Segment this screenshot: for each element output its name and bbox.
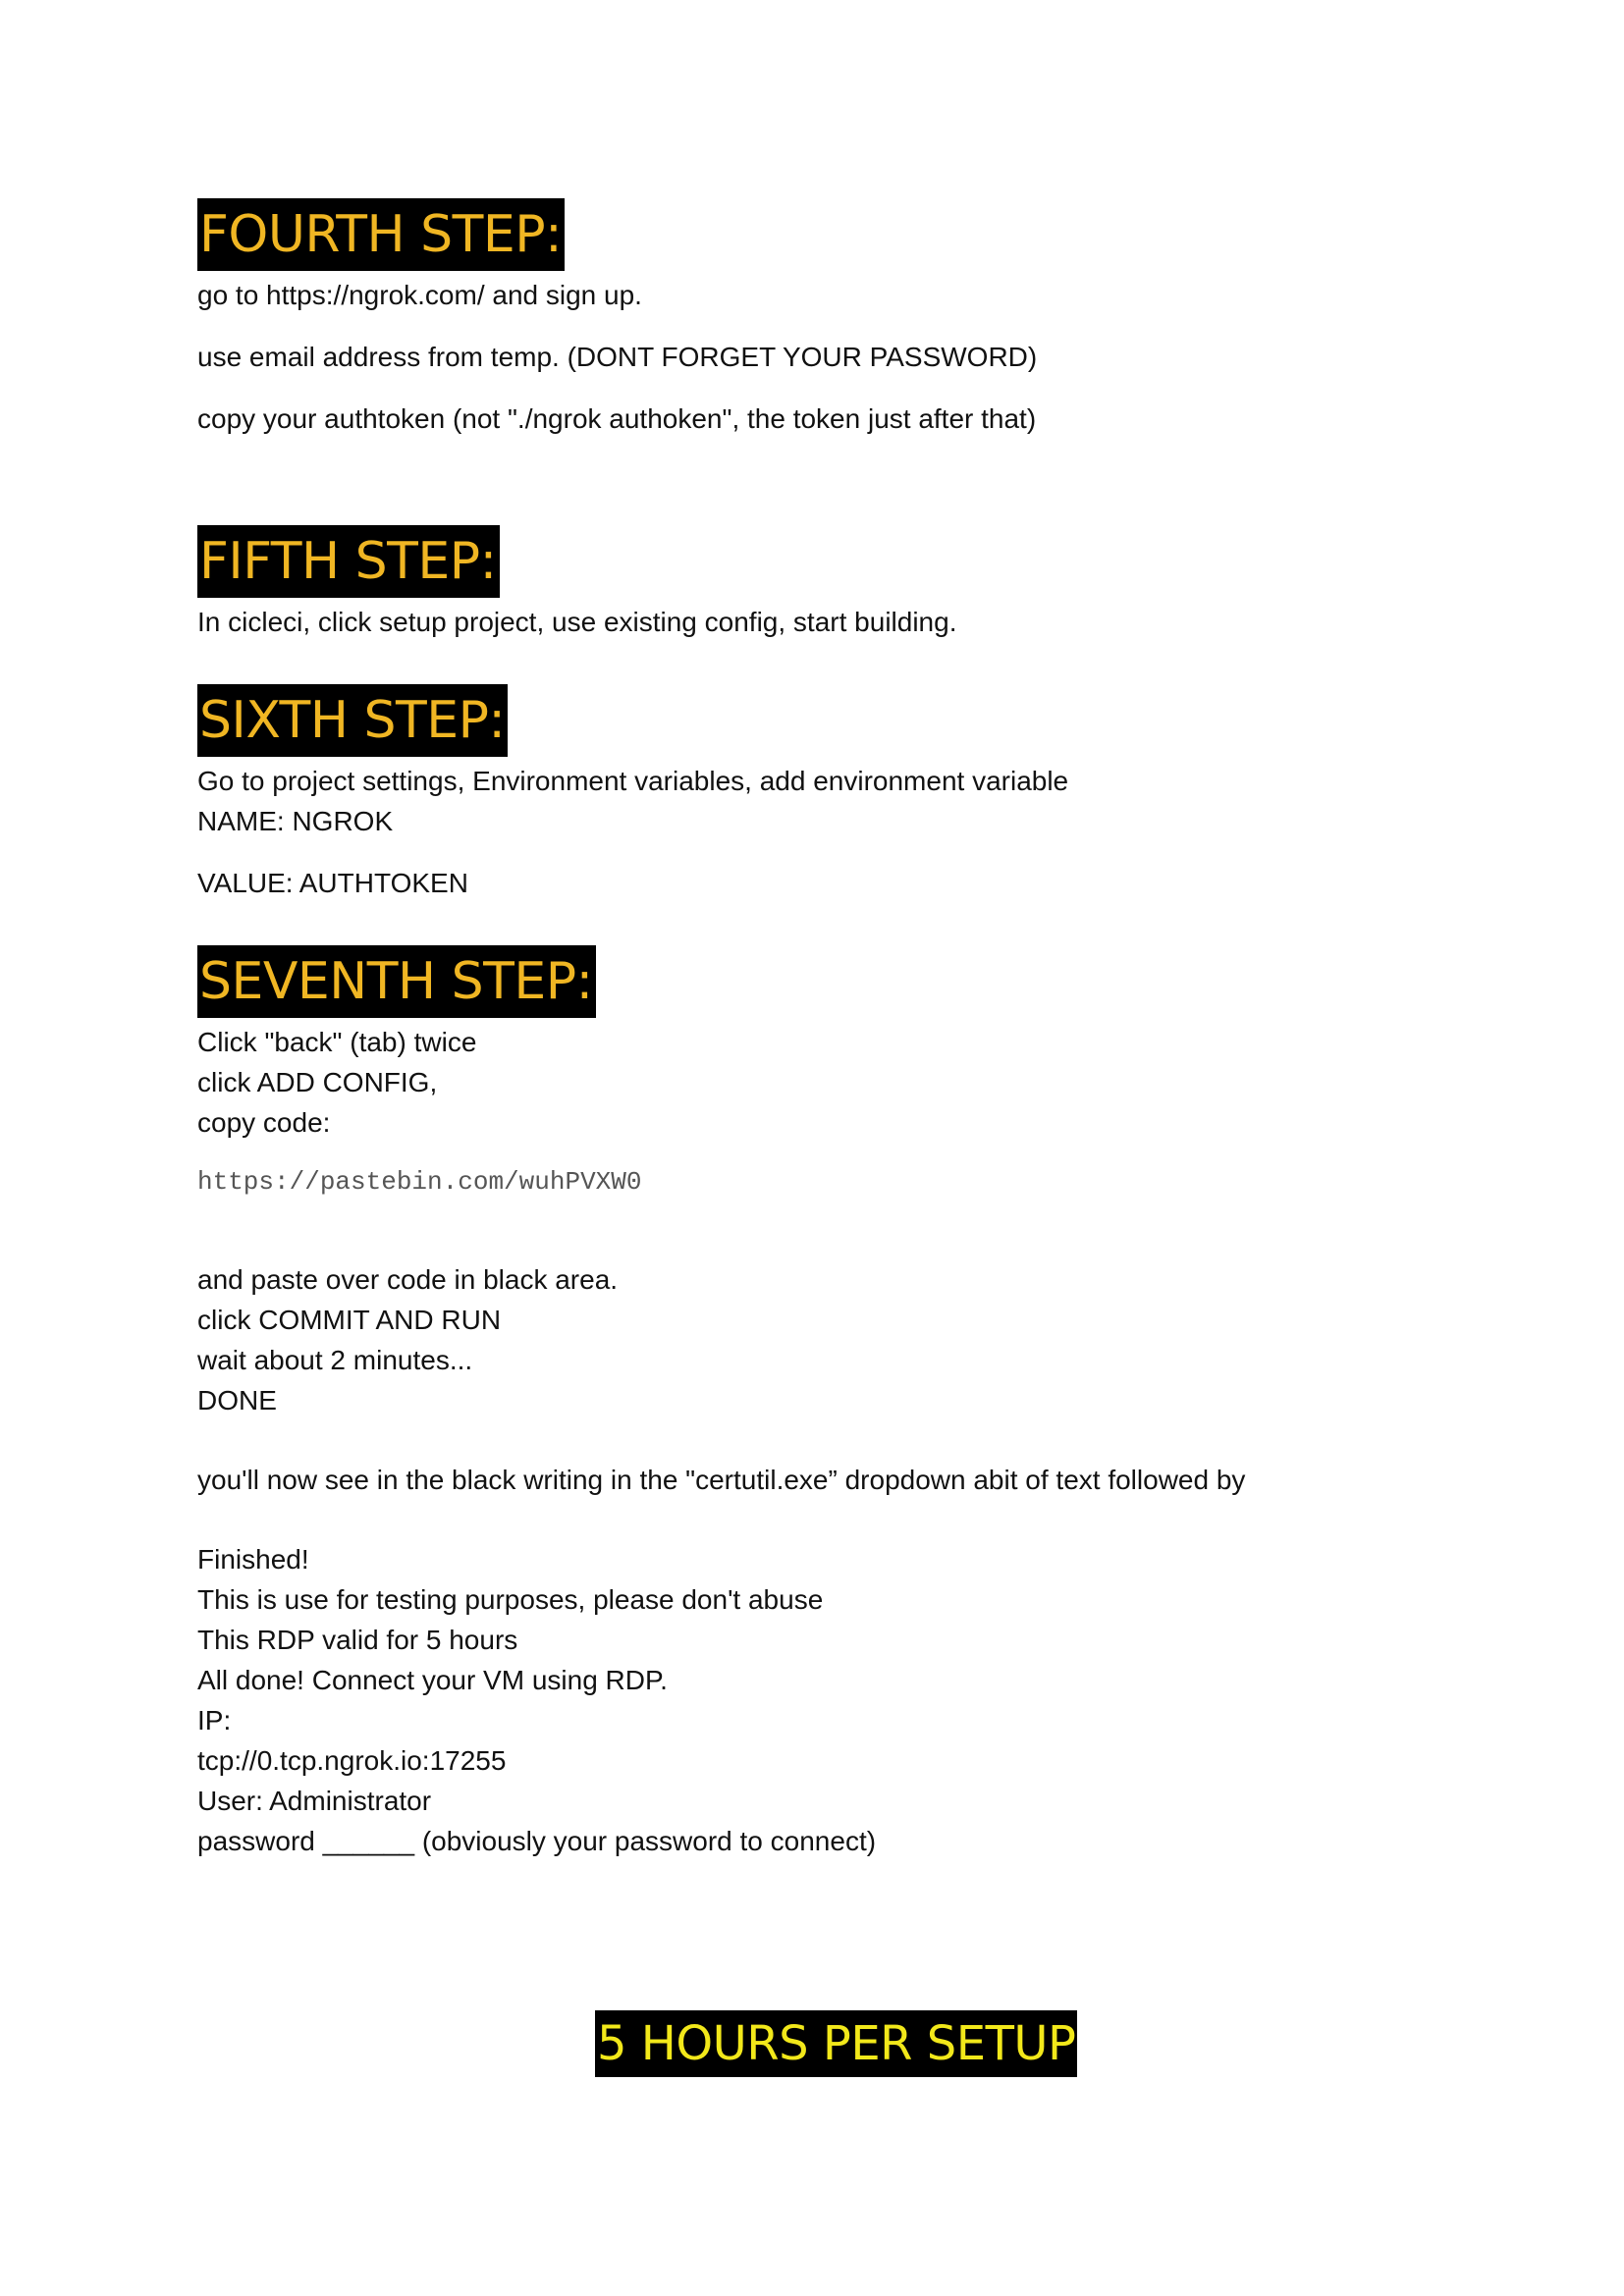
fourth-step-line-2: use email address from temp. (DONT FORGET YOUR PASSWORD) [197,342,1038,372]
sixth-step-line-3: VALUE: AUTHTOKEN [197,868,468,898]
result-line-3: This RDP valid for 5 hours [197,1625,518,1655]
sixth-step-heading: SIXTH STEP: [197,684,508,757]
fifth-step-line-1: In cicleci, click setup project, use existing config, start building. [197,607,957,637]
result-line-4: All done! Connect your VM using RDP. [197,1665,668,1695]
pastebin-link[interactable]: https://pastebin.com/wuhPVXW0 [197,1167,642,1197]
result-line-2: This is use for testing purposes, please don't abuse [197,1584,824,1615]
seventh-step-heading: SEVENTH STEP: [197,945,596,1018]
seventh-step-line-1: Click "back" (tab) twice [197,1027,477,1057]
fourth-step-line-1: go to https://ngrok.com/ and sign up. [197,280,642,310]
result-line-5: IP: [197,1705,232,1735]
sixth-step-line-1: Go to project settings, Environment variables, add environment variable [197,766,1069,796]
seventh-step-line-3: copy code: [197,1107,331,1138]
after-line-4: DONE [197,1385,277,1415]
after-line-2: click COMMIT AND RUN [197,1305,502,1335]
fourth-step-heading: FOURTH STEP: [197,198,565,271]
seventh-step-line-2: click ADD CONFIG, [197,1067,438,1097]
footer-heading: 5 HOURS PER SETUP [595,2010,1077,2077]
after-line-3: wait about 2 minutes... [197,1345,473,1375]
result-line-8: password ______ (obviously your password to connect) [197,1826,877,1856]
certutil-note: you'll now see in the black writing in the "certutil.exe” dropdown abit of text followed by [197,1465,1246,1495]
result-line-6: tcp://0.tcp.ngrok.io:17255 [197,1745,507,1776]
fifth-step-heading: FIFTH STEP: [197,525,500,598]
result-line-1: Finished! [197,1544,309,1575]
after-line-1: and paste over code in black area. [197,1264,619,1295]
fourth-step-line-3: copy your authtoken (not "./ngrok authoken", the token just after that) [197,403,1037,434]
sixth-step-line-2: NAME: NGROK [197,806,394,836]
result-line-7: User: Administrator [197,1786,432,1816]
